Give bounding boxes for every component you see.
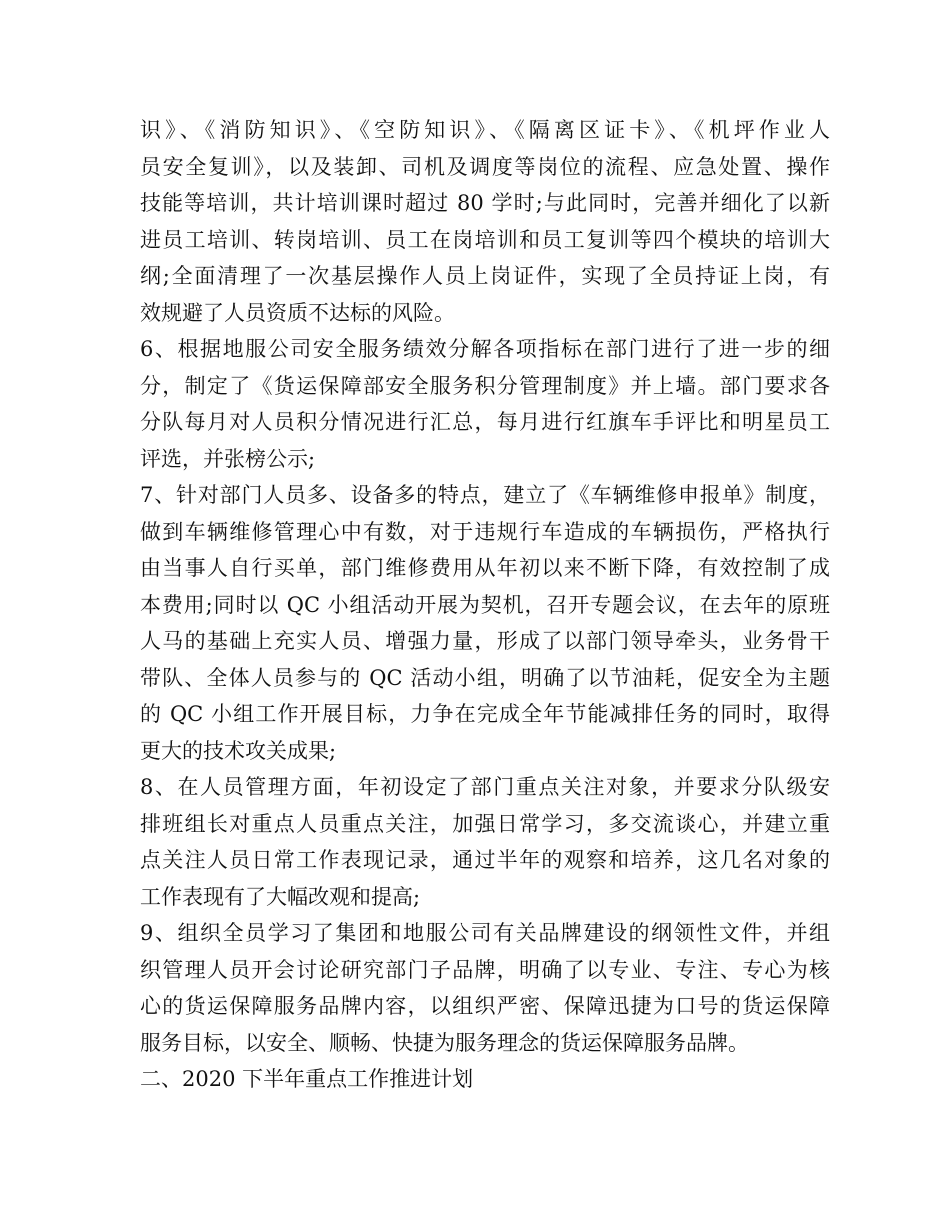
text-line: 心的货运保障服务品牌内容，以组织严密、保障迅捷为口号的货运保障: [140, 994, 830, 1018]
text-line: 更大的技术攻关成果;: [140, 738, 337, 763]
text-line: 排班组长对重点人员重点关注，加强日常学习，多交流谈心，并建立重: [140, 811, 830, 836]
text-line: 识》、《消防知识》、《空防知识》、《隔离区证卡》、《机坪作业人: [140, 118, 830, 142]
text-line: 工作表现有了大幅改观和提高;: [140, 884, 421, 909]
text-line: 的 QC 小组工作开展目标，力争在完成全年节能减排任务的同时，取得: [140, 702, 830, 726]
text-line: 6、根据地服公司安全服务绩效分解各项指标在部门进行了进一步的细: [140, 337, 830, 361]
text-line: 人马的基础上充实人员、增强力量，形成了以部门领导牵头，业务骨干: [140, 629, 830, 653]
text-line: 效规避了人员资质不达标的风险。: [140, 300, 455, 325]
text-line: 8、在人员管理方面，年初设定了部门重点关注对象，并要求分队级安: [140, 775, 830, 799]
text-line: 分队每月对人员积分情况进行汇总，每月进行红旗车手评比和明星员工: [140, 410, 830, 434]
text-line: 7、针对部门人员多、设备多的特点，建立了《车辆维修申报单》制度，: [140, 483, 830, 507]
text-line: 9、组织全员学习了集团和地服公司有关品牌建设的纲领性文件，并组: [140, 921, 830, 945]
text-line: 技能等培训，共计培训课时超过 80 学时;与此同时，完善并细化了以新: [140, 191, 830, 215]
body-text: [140, 112, 830, 1098]
text-line: 分，制定了《货运保障部安全服务积分管理制度》并上墙。部门要求各: [140, 373, 830, 398]
text-line: 纲;全面清理了一次基层操作人员上岗证件，实现了全员持证上岗，有: [140, 264, 830, 288]
text-line: 评选，并张榜公示;: [140, 446, 316, 471]
text-line: 点关注人员日常工作表现记录，通过半年的观察和培养，这几名对象的: [140, 848, 830, 872]
text-line: 带队、全体人员参与的 QC 活动小组，明确了以节油耗，促安全为主题: [140, 665, 830, 690]
text-line: 做到车辆维修管理心中有数，对于违规行车造成的车辆损伤，严格执行: [140, 519, 830, 544]
text-line: 织管理人员开会讨论研究部门子品牌，明确了以专业、专注、专心为核: [140, 957, 830, 982]
text-line: 二、2020 下半年重点工作推进计划: [140, 1067, 474, 1091]
text-line: 进员工培训、转岗培训、员工在岗培训和员工复训等四个模块的培训大: [140, 227, 830, 252]
text-line: 员安全复训》，以及装卸、司机及调度等岗位的流程、应急处置、操作: [140, 154, 830, 179]
text-line: 由当事人自行买单，部门维修费用从年初以来不断下降，有效控制了成: [140, 556, 830, 580]
text-line: 本费用;同时以 QC 小组活动开展为契机，召开专题会议，在去年的原班: [140, 592, 830, 617]
text-line: 服务目标，以安全、顺畅、快捷为服务理念的货运保障服务品牌。: [140, 1030, 749, 1055]
